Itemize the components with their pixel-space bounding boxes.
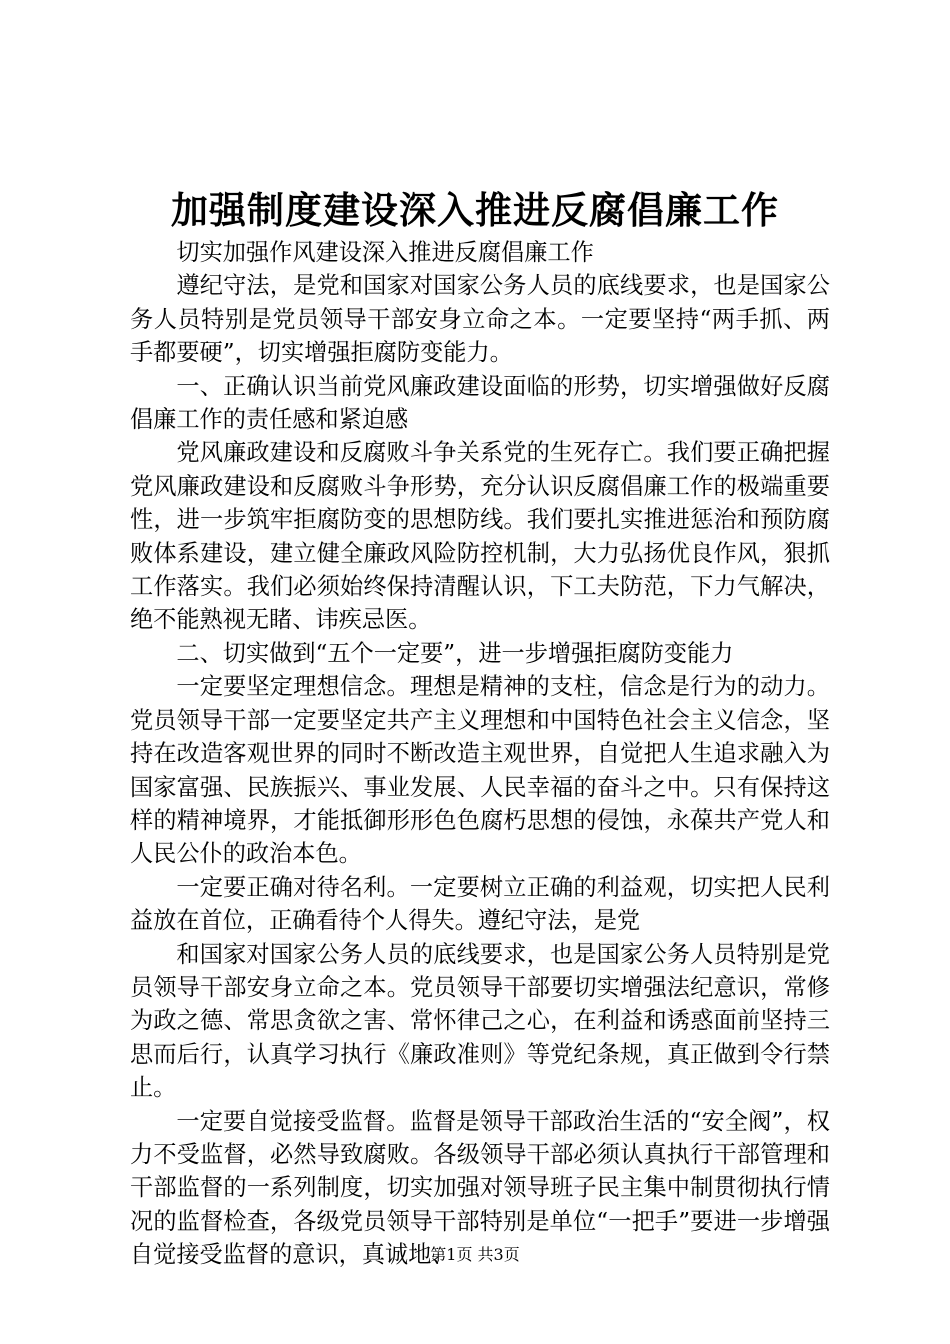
- paragraph-section-one-body: 党风廉政建设和反腐败斗争关系党的生死存亡。我们要正确把握党风廉政建设和反腐败斗争形势，充分认识反腐倡廉工作的极端重要性，进一步筑牢拒腐防变的思想防线。我们要扎实推进惩治和预防腐败体系建设，建立健全廉政风险防控机制，大力弘扬优良作风，狠抓工作落实。我们必须始终保持清醒认识，下工夫防范，下力气解决，绝不能熟视无睹、讳疾忌医。: [130, 439, 830, 634]
- paragraph-section-two-heading: 二、切实做到“五个一定要”，进一步增强拒腐防变能力: [176, 639, 734, 667]
- paragraph-discipline: 和国家对国家公务人员的底线要求，也是国家公务人员特别是党员领导干部安身立命之本。党员领导干部要切实增强法纪意识，常修为政之德、常思贪欲之害、常怀律己之心，在利益和诱惑面前坚持三思而后行，认真学习执行《廉政准则》等党纪条规，真正做到令行禁止。: [130, 940, 830, 1102]
- document-body: [130, 236, 830, 1272]
- paragraph-supervision: 一定要自觉接受监督。监督是领导干部政治生活的“安全阀”，权力不受监督，必然导致腐败。各级领导干部必须认真执行干部管理和干部监督的一系列制度，切实加强对领导班子民主集中制贯彻执行情况的监督检查，各级党员领导干部特别是单位“一把手”要进一步增强自觉接受监督的意识，真诚地、: [130, 1107, 830, 1269]
- paragraph-intro: 遵纪守法，是党和国家对国家公务人员的底线要求，也是国家公务人员特别是党员领导干部安身立命之本。一定要坚持“两手抓、两手都要硬”，切实增强拒腐防变能力。: [130, 272, 830, 367]
- paragraph-subtitle: 切实加强作风建设深入推进反腐倡廉工作: [176, 239, 594, 266]
- paragraph-ideals: 一定要坚定理想信念。理想是精神的支柱，信念是行为的动力。党员领导干部一定要坚定共产主义理想和中国特色社会主义信念，坚持在改造客观世界的同时不断改造主观世界，自觉把人生追求融入为国家富强、民族振兴、事业发展、人民幸福的奋斗之中。只有保持这样的精神境界，才能抵御形形色色腐朽思想的侵蚀，永葆共产党人和人民公仆的政治本色。: [130, 673, 830, 868]
- page-number-footer: 第1页 共3页: [430, 1245, 520, 1264]
- paragraph-section-one-heading: 一、正确认识当前党风廉政建设面临的形势，切实增强做好反腐倡廉工作的责任感和紧迫感: [130, 372, 830, 434]
- paragraph-fame-and-gain: 一定要正确对待名利。一定要树立正确的利益观，切实把人民利益放在首位，正确看待个人得失。遵纪守法，是党: [130, 873, 830, 935]
- document-title: 加强制度建设深入推进反腐倡廉工作: [171, 188, 779, 232]
